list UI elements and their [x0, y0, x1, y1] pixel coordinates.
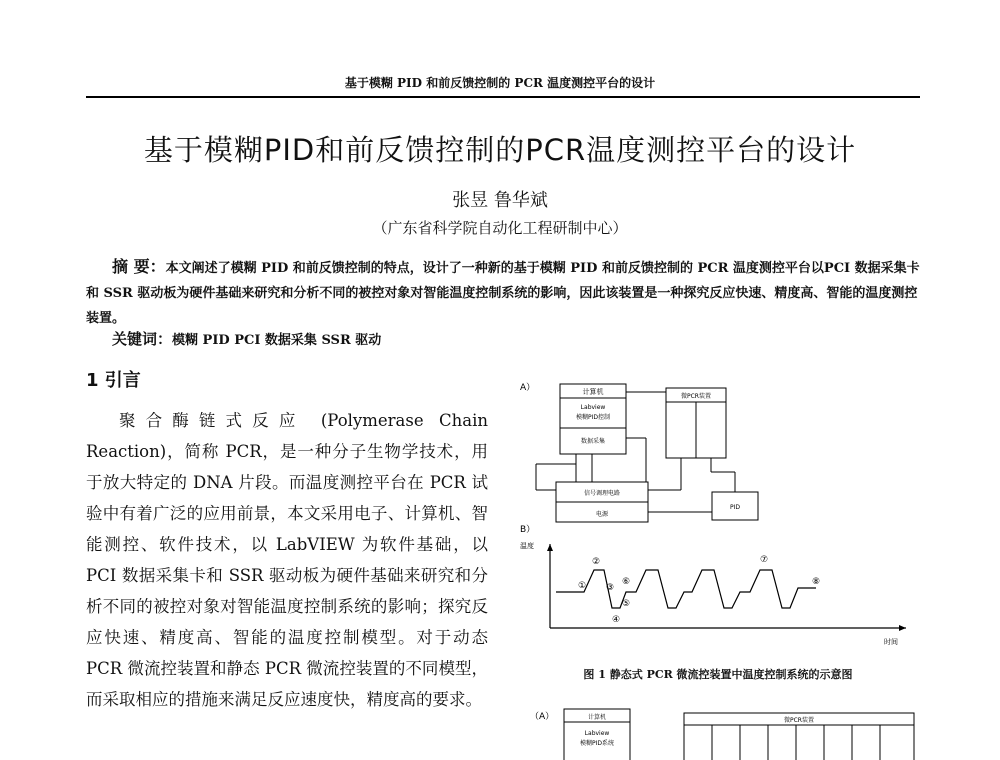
authors: 张昱 鲁华斌: [452, 190, 548, 211]
fig2-computer-label: 计算机: [587, 714, 607, 721]
point-6: ⑥: [622, 577, 631, 587]
computer-label: 计算机: [582, 388, 604, 396]
y-axis-label: 温度: [520, 542, 534, 550]
keywords: [112, 328, 381, 349]
affiliation: （广东省科学院自动化工程研制中心）: [372, 219, 628, 237]
fuzzy-pid-label: 模糊PID控制: [575, 414, 611, 421]
point-2: ②: [592, 557, 601, 567]
abstract-label: 摘 要：: [112, 257, 166, 276]
abstract: [86, 254, 920, 331]
figure-2: [530, 705, 920, 760]
point-1: ①: [578, 581, 587, 591]
daq-label: 数据采集: [580, 438, 606, 445]
section-heading: 1 引言: [86, 370, 141, 391]
panel-b-label: B）: [520, 525, 536, 535]
body-paragraph: 聚合酶链式反应 (Polymerase Chain Reaction)，简称 PCR，是一种分子生物学技术，用于放大特定的 DNA 片段。而温度测控平台在 PCR 试验中有着广泛的应用前景，本文采用电子、计算机、智能测控、软件技术，以 LabVIEW 为软件基础，以 PCI 数据采集卡和 SSR 驱动板为硬件基础来研究和分析不同的被控对象对智能温度控制系统的影响；探究反应快速、精度高、智能的温度控制模型。对于动态 PCR 微流控装置和静态 PCR 微流控装置的不同模型，而采取相应的措施来满足反应速度快，精度高的要求。: [86, 411, 488, 709]
x-axis-label: 时间: [884, 638, 898, 646]
point-5: ⑤: [622, 599, 631, 609]
point-7: ⑦: [760, 555, 769, 565]
drive-circuit-label: 信号调理电路: [583, 490, 621, 497]
point-4: ④: [612, 615, 621, 625]
pid-label: PID: [729, 504, 741, 511]
panel-a-label: A）: [520, 383, 536, 393]
temperature-curve: [556, 570, 816, 608]
power-label: 电源: [595, 511, 609, 518]
figure-1-caption: 图 1 静态式 PCR 微流控装置中温度控制系统的示意图: [583, 668, 853, 681]
figure-1: [516, 378, 920, 648]
keywords-label: 关键词：: [112, 330, 173, 348]
paper-title: 基于模糊PID和前反馈控制的PCR温度测控平台的设计: [143, 133, 857, 167]
keywords-text: 模糊 PID PCI 数据采集 SSR 驱动: [172, 333, 382, 348]
fig2-device-label: 微PCR装置: [784, 717, 814, 724]
abstract-text: 本文阐述了模糊 PID 和前反馈控制的特点，设计了一种新的基于模糊 PID 和前反馈控制的 PCR 温度测控平台以PCI 数据采集卡和 SSR 驱动板为硬件基础来研究和分析不同的被控对象对智能温度控制系统的影响，因此该装置是一种探究反应快速、精度高、智能的温度测控装置。: [86, 261, 920, 326]
running-header: 基于模糊 PID 和前反馈控制的 PCR 温度测控平台的设计: [344, 76, 656, 90]
point-8: ⑧: [812, 577, 821, 587]
fig2-labview-label: Labview: [584, 730, 610, 737]
fig2-fuzzy-pid-label: 模糊PID系统: [579, 740, 615, 747]
header-rule: [86, 96, 920, 98]
labview-label: Labview: [580, 404, 606, 411]
point-3: ③: [606, 583, 615, 593]
fig2-panel-a-label: （A）: [530, 712, 555, 722]
microfluidic-label: 微PCR装置: [681, 393, 711, 400]
